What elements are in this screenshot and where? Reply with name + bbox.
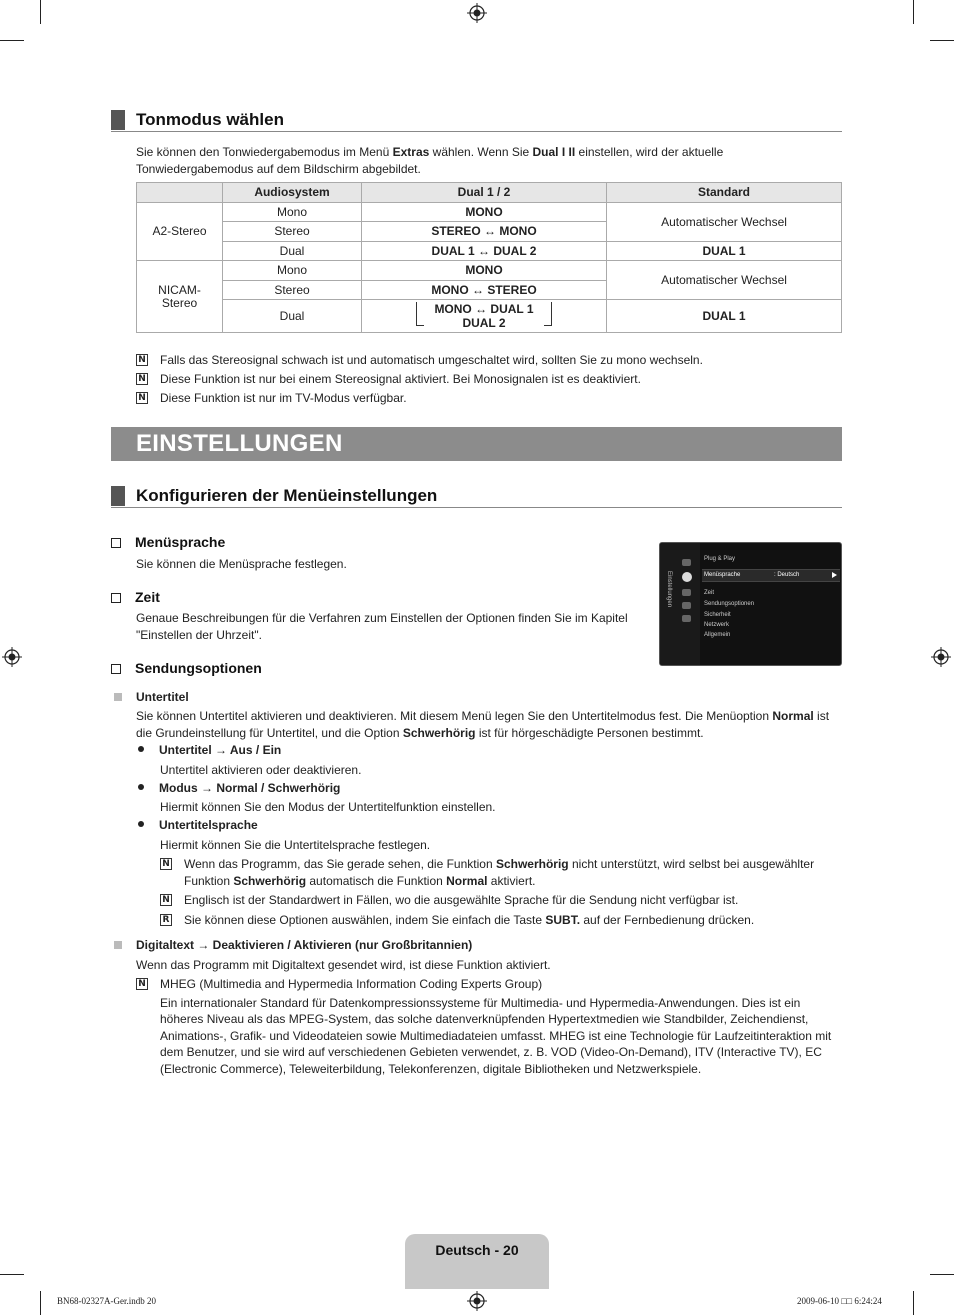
checkbox-bullet-icon [111, 593, 121, 603]
digitaltext-text: Wenn das Programm mit Digitaltext gesendet wird, ist diese Funktion aktiviert. [136, 958, 551, 972]
note [136, 976, 842, 1078]
remote-icon: R [160, 914, 172, 926]
untertitel-text [136, 708, 842, 741]
subsection-zeit [111, 589, 160, 605]
text-run: wählen. Wenn Sie [429, 145, 533, 159]
page-number: Deutsch - 20 [435, 1242, 519, 1258]
checkbox-bullet-icon [111, 664, 121, 674]
crop-mark [0, 1274, 24, 1275]
note-icon: N [160, 858, 172, 870]
tv-menu-item: Netzwerk [704, 622, 730, 628]
subsection-heading: Zeit [135, 589, 160, 605]
bold-term: Schwerhörig [495, 857, 569, 871]
picture-icon [682, 559, 691, 566]
table-cell: MONO [362, 202, 607, 222]
tv-menu-item: Allgemein [704, 632, 731, 638]
menusprache-text: Sie können die Menüsprache festlegen. [136, 557, 347, 571]
tv-menu-vertical-label: Einstellungen [666, 571, 672, 608]
table-cell-system-group [137, 261, 223, 333]
table-row [137, 261, 842, 281]
table-cell-system-group: A2-Stereo [137, 202, 223, 261]
table-cell: Mono [223, 261, 362, 281]
section-title-text: Tonmodus wählen [136, 110, 284, 129]
print-slug-date: 2009-06-10 □□ 6:24:24 [797, 1296, 882, 1306]
option-heading: Digitaltext → Deaktivieren / Aktivieren (nur Großbritannien) [136, 938, 473, 952]
table-cell: DUAL 1 ↔ DUAL 2 [362, 241, 607, 261]
bold-term: Extras [392, 145, 430, 159]
registration-mark-icon [931, 647, 951, 667]
page-number-tab [405, 1234, 549, 1289]
note-text: Falls das Stereosignal schwach ist und automatisch umgeschaltet wird, sollten Sie zu mono wechseln. [160, 353, 703, 367]
bullet-heading: Untertitel → Aus / Ein [159, 743, 282, 757]
note-icon: N [136, 392, 148, 404]
table-cell: MONO ↔ STEREO [362, 280, 607, 300]
registration-mark-icon [2, 647, 22, 667]
crop-mark [930, 40, 954, 41]
tv-menu-item-value: : Deutsch [774, 572, 800, 578]
bold-term: Dual I II [532, 145, 576, 159]
note-text: Diese Funktion ist nur im TV-Modus verfügbar. [160, 391, 407, 405]
table-cell: DUAL 1 [607, 241, 842, 261]
option-heading: Untertitel [136, 690, 189, 704]
text-run: einstellen, wird der aktuelle Tonwiedergabemodus auf dem Bildschirm abgebildet. [136, 145, 724, 176]
section-title-menueinstellungen [111, 486, 842, 508]
nicam-label: NICAM- [158, 282, 201, 297]
crop-mark [40, 0, 41, 24]
text-run: Wenn das Programm, das Sie gerade sehen, die Funktion [184, 857, 496, 871]
note-icon: N [160, 894, 172, 906]
bracket-right [544, 302, 552, 326]
table-header-cell: Standard [607, 183, 842, 203]
text-run: automatisch die Funktion [306, 873, 447, 888]
text-run: aktiviert. [487, 873, 536, 888]
note-icon: N [136, 373, 148, 385]
subsection-sendungsoptionen [111, 660, 262, 676]
dual-cycle-line: MONO ↔ DUAL 1 [434, 302, 534, 316]
tv-menu-item-selected: Menüsprache [704, 572, 741, 578]
section-title-tonmodus [111, 110, 842, 132]
gear-icon [682, 572, 692, 582]
zeit-text-line: Genaue Beschreibungen für die Verfahren zum Einstellen der Optionen finden Sie im Kapitel [136, 611, 628, 625]
tonmodus-intro [136, 144, 842, 177]
input-icon [682, 589, 691, 596]
table-header-row [137, 183, 842, 203]
note-icon: N [136, 354, 148, 366]
note [160, 892, 842, 909]
note [160, 856, 842, 890]
text-run: nicht unterstützt, wird selbst bei ausgewählter Funktion [184, 857, 815, 888]
bold-term: Normal [446, 873, 488, 888]
bold-term: Schwerhörig [233, 873, 307, 888]
table-row [137, 241, 842, 261]
text-run: auf der Fernbedienung drücken. [580, 913, 755, 927]
bullet-dot-icon [138, 784, 144, 790]
table-cell: Automatischer Wechsel [607, 261, 842, 300]
bullet-heading: Modus → Normal / Schwerhörig [159, 781, 341, 795]
bold-term: Schwerhörig [402, 725, 476, 740]
tv-menu-screenshot [659, 542, 842, 666]
table-header-cell: Dual 1 / 2 [362, 183, 607, 203]
crop-mark [40, 1291, 41, 1315]
chapter-banner [111, 427, 842, 461]
note-text [184, 856, 839, 889]
table-cell: Stereo [223, 280, 362, 300]
bullet-untertitel-aus-ein [138, 743, 281, 757]
table-cell: Automatischer Wechsel [607, 202, 842, 241]
table-cell: Mono [223, 202, 362, 222]
note [136, 352, 842, 369]
note-icon: N [136, 978, 148, 990]
bullet-untertitelsprache [138, 818, 258, 832]
square-bullet-icon [114, 941, 122, 949]
table-row [137, 300, 842, 333]
table-cell-dual-cycle [362, 300, 607, 333]
text-run: ist die Grundeinstellung für Untertitel, und die Option [136, 709, 830, 740]
chapter-banner-title: EINSTELLUNGEN [136, 430, 343, 457]
bullet-heading: Untertitelsprache [159, 818, 258, 832]
registration-mark-icon [467, 1291, 487, 1311]
bold-term: SUBT. [545, 913, 581, 927]
subsection-heading: Sendungsoptionen [135, 660, 262, 676]
bullet-modus [138, 781, 340, 795]
table-header-cell [137, 183, 223, 203]
registration-mark-icon [467, 3, 487, 23]
tv-menu-item: Plug & Play [704, 556, 736, 562]
bullet-text: Hiermit können Sie die Untertitelsprache festlegen. [160, 838, 431, 852]
zeit-text-line: "Einstellen der Uhrzeit". [136, 627, 262, 642]
subsection-heading: Menüsprache [135, 534, 226, 550]
checkbox-bullet-icon [111, 538, 121, 548]
tv-menu-item: Zeit [704, 590, 715, 596]
tv-menu-item: Sicherheit [704, 612, 731, 618]
bracket-left [416, 302, 424, 326]
dual-cycle-bracket [414, 302, 554, 330]
section-title-bar [111, 110, 125, 130]
table-cell: Dual [223, 300, 362, 333]
chevron-right-icon [832, 572, 837, 578]
mheg-description: Ein internationaler Standard für Datenkompressionssysteme für Multimedia- und Hypermedia-Anwendungen. Dies ist ein höheres Niveau als das MPEG-System, das solche datenverknüpfenden Hypertextmedien wie Standbilder, Zeichendienst, Animations-, Grafik- und Videodateien sowie Multimediadateien umfasst. MHEG ist eine Technologie für Laufzeitinteraktion mit dem Benutzer, und sie wird auf verschiedenen Gebieten verwendet, z. B. VOD (Video-On-Demand), ITV (Interactive TV), EC (Electronic Commerce), Teleweiterbildung, Telekonferenzen, digitale Bibliotheken und Netzwerkspiele. [160, 995, 832, 1076]
note-text [184, 912, 754, 929]
note [136, 371, 842, 388]
sound-mode-table [136, 182, 842, 333]
bullet-text: Hiermit können Sie den Modus der Untertitelfunktion einstellen. [160, 800, 496, 814]
note-text [160, 976, 836, 1077]
section-title-text: Konfigurieren der Menüeinstellungen [136, 486, 438, 505]
section-title-bar [111, 486, 125, 506]
option-untertitel [114, 690, 189, 704]
text-run: ist für hörgeschädigte Personen bestimmt. [475, 725, 704, 740]
bullet-dot-icon [138, 821, 144, 827]
table-cell: Stereo [223, 222, 362, 242]
text-run: Sie können Untertitel aktivieren und deaktivieren. Mit diesem Menü legen Sie den Untertitelmodus fest. Die Menüoption [136, 709, 773, 723]
application-icon [682, 602, 691, 609]
text-run: Sie können den Tonwiedergabemodus im Menü [136, 145, 393, 159]
bullet-dot-icon [138, 746, 144, 752]
table-cell: Dual [223, 241, 362, 261]
crop-mark [913, 0, 914, 24]
crop-mark [0, 40, 24, 41]
note-text: Englisch ist der Standardwert in Fällen, wo die ausgewählte Sprache für die Sendung nicht verfügbar ist. [184, 893, 739, 907]
table-cell: STEREO ↔ MONO [362, 222, 607, 242]
print-slug-file: BN68-02327A-Ger.indb 20 [57, 1296, 156, 1306]
table-header-cell: Audiosystem [223, 183, 362, 203]
bullet-text: Untertitel aktivieren oder deaktivieren. [160, 763, 362, 777]
mheg-heading: MHEG (Multimedia and Hypermedia Information Coding Experts Group) [160, 977, 543, 991]
table-cell: MONO [362, 261, 607, 281]
text-run: Sie können diese Optionen auswählen, indem Sie einfach die Taste [184, 913, 546, 927]
note-text: Diese Funktion ist nur bei einem Stereosignal aktiviert. Bei Monosignalen ist es deaktiviert. [160, 372, 641, 386]
tv-menu-item: Sendungsoptionen [704, 601, 755, 607]
support-icon [682, 615, 691, 622]
crop-mark [913, 1291, 914, 1315]
table-cell: DUAL 1 [607, 300, 842, 333]
note [136, 390, 842, 407]
crop-mark [930, 1274, 954, 1275]
square-bullet-icon [114, 693, 122, 701]
bold-term: Normal [772, 709, 814, 723]
note [160, 912, 842, 929]
table-row [137, 202, 842, 222]
option-digitaltext [114, 938, 472, 952]
zeit-text [136, 610, 646, 643]
subsection-menusprache [111, 534, 225, 550]
nicam-label: Stereo [161, 295, 198, 310]
dual-cycle-line: DUAL 2 [462, 316, 506, 330]
